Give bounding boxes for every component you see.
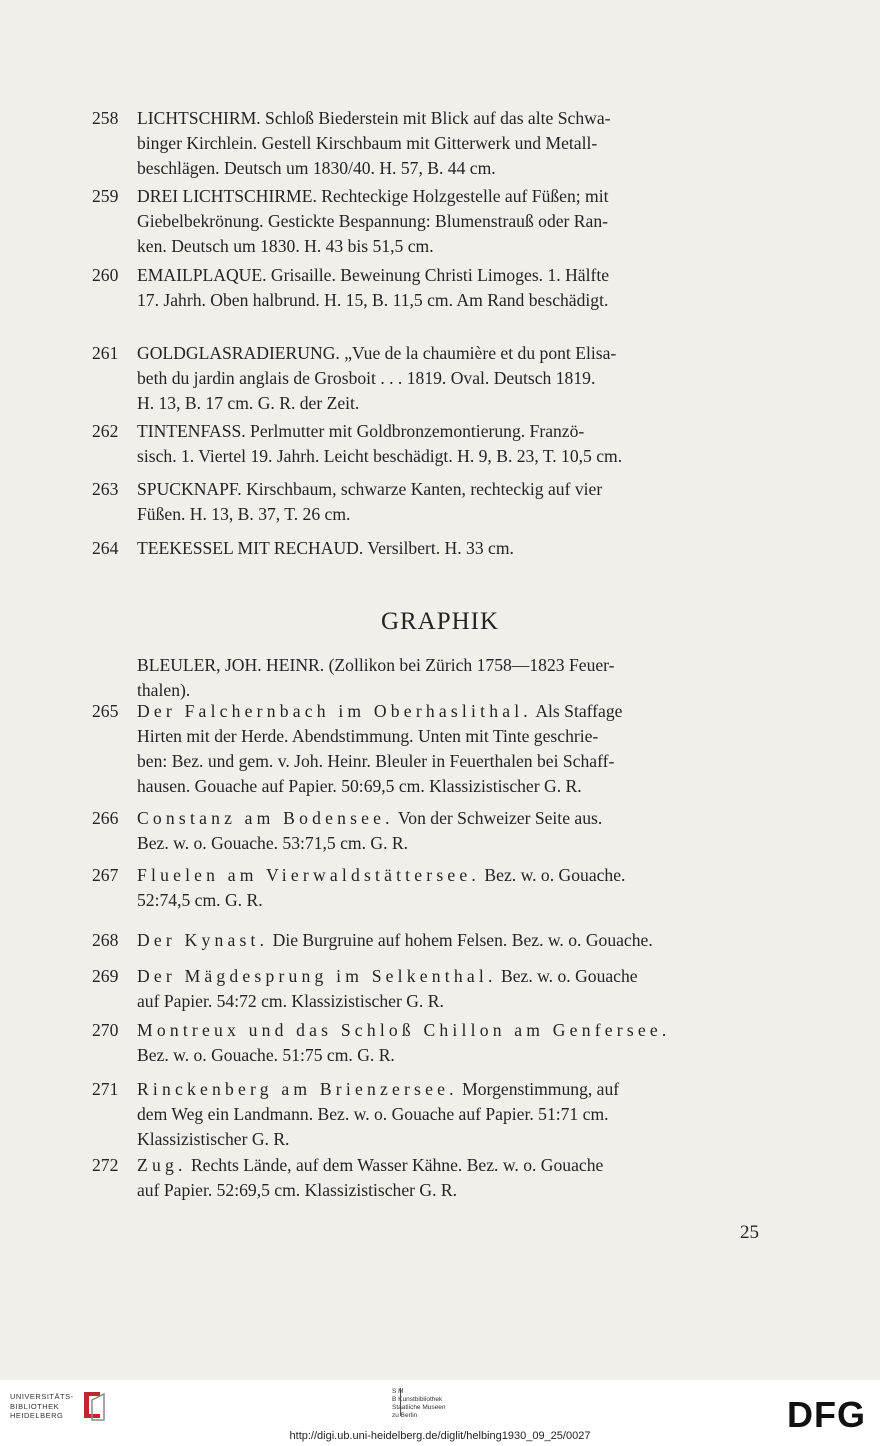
spaced-title: Der Kynast. [137,930,269,950]
entry-text [137,106,767,181]
entry-line [137,1077,767,1102]
spaced-title: Der Mägdesprung im Selkenthal. [137,966,497,986]
dfg-logo: DFG [787,1394,866,1435]
catalog-entry [92,106,767,181]
entry-text [137,477,767,527]
entry-line: Hirten mit der Herde. Abendstimmung. Unten mit Tinte geschrie- [137,726,599,746]
entry-line: beth du jardin anglais de Grosboit . . . 1819. Oval. Deutsch 1819. [137,368,596,388]
kb-line: zu Berlin [392,1412,418,1419]
entry-text [137,1153,767,1203]
logo-line: UNIVERSITÄTS- [10,1392,74,1401]
entry-text [137,184,767,259]
entry-line [137,863,767,888]
entry-number: 258 [92,108,119,128]
catalog-entry [92,964,767,1014]
entry-line: 52:74,5 cm. G. R. [137,890,263,910]
entry-line: Bez. w. o. Gouache. 51:75 cm. G. R. [137,1045,395,1065]
library-mark-icon [80,1390,108,1422]
logo-line: BIBLIOTHEK [10,1401,60,1411]
entry-number: 264 [92,538,119,558]
entry-line [137,1018,767,1043]
entry-number: 260 [92,265,119,285]
logo-line: HEIDELBERG [10,1411,64,1420]
entry-number: 270 [92,1020,119,1040]
entry-number: 268 [92,930,119,950]
artist-line: BLEULER, JOH. HEINR. (Zollikon bei Zürich 1758—1823 Feuer- [137,655,615,675]
entry-line [137,964,767,989]
entry-text [137,699,767,799]
kb-line: Staatliche Museen [392,1404,446,1411]
entry-line: TEEKESSEL MIT RECHAUD. Versilbert. H. 33 cm. [137,538,514,558]
entry-rest: Die Burgruine auf hohem Felsen. Bez. w. o. Gouache. [268,930,653,950]
entry-line: GOLDGLASRADIERUNG. „Vue de la chaumière et du pont Elisa- [137,343,617,363]
entry-rest: Morgenstimmung, auf [457,1079,620,1099]
entry-number: 269 [92,966,119,986]
catalog-entry [92,699,767,799]
artist-text [137,653,767,703]
entry-rest: Bez. w. o. Gouache [496,966,638,986]
source-url[interactable]: http://digi.ub.uni-heidelberg.de/diglit/helbing1930_09_25/0027 [289,1430,591,1442]
entry-text [137,863,767,913]
spaced-title: Rinckenberg am Brienzersee. [137,1079,458,1099]
kb-line: S M [392,1388,404,1395]
entry-line: hausen. Gouache auf Papier. 50:69,5 cm. Klassizistischer G. R. [137,776,582,796]
entry-line: EMAILPLAQUE. Grisaille. Beweinung Christi Limoges. 1. Hälfte [137,265,610,285]
spaced-title: Constanz am Bodensee. [137,808,394,828]
entry-line: sisch. 1. Viertel 19. Jahrh. Leicht beschädigt. H. 9, B. 23, T. 10,5 cm. [137,446,623,466]
catalog-entry [92,1018,767,1068]
spaced-title: Montreux und das Schloß Chillon am Genfersee. [137,1020,671,1040]
footer-bar [0,1380,880,1446]
entry-line: beschlägen. Deutsch um 1830/40. H. 57, B. 44 cm. [137,158,496,178]
catalog-entry [92,184,767,259]
entry-line: Füßen. H. 13, B. 37, T. 26 cm. [137,504,351,524]
entry-rest: Als Staffage [531,701,623,721]
catalog-entry [92,477,767,527]
entry-text [137,419,767,469]
entry-number: 262 [92,421,119,441]
entry-text [137,263,767,313]
entry-line: Klassizistischer G. R. [137,1129,290,1149]
entry-line: auf Papier. 52:69,5 cm. Klassizistischer G. R. [137,1180,458,1200]
entry-number: 265 [92,701,119,721]
entry-line: Bez. w. o. Gouache. 53:71,5 cm. G. R. [137,833,409,853]
catalog-entry [92,1153,767,1203]
catalog-entry [92,419,767,469]
catalog-entry [92,806,767,856]
page-number: 25 [740,1222,759,1243]
kunstbibliothek-logo [392,1388,445,1420]
entry-rest: Rechts Lände, auf dem Wasser Kähne. Bez. w. o. Gouache [186,1155,604,1175]
entry-line: 17. Jahrh. Oben halbrund. H. 15, B. 11,5 cm. Am Rand beschädigt. [137,290,609,310]
entry-number: 263 [92,479,119,499]
entry-line: ken. Deutsch um 1830. H. 43 bis 51,5 cm. [137,236,434,256]
entry-text [137,964,767,1014]
entry-text [137,806,767,856]
artist-line: thalen). [137,680,191,700]
entry-line: binger Kirchlein. Gestell Kirschbaum mit Gitterwerk und Metall- [137,133,598,153]
entry-line: auf Papier. 54:72 cm. Klassizistischer G. R. [137,991,444,1011]
entry-rest: Bez. w. o. Gouache. [480,865,626,885]
catalog-entry [92,928,767,953]
entry-line: DREI LICHTSCHIRME. Rechteckige Holzgestelle auf Füßen; mit [137,186,609,206]
entry-line: Giebelbekrönung. Gestickte Bespannung: Blumenstrauß oder Ran- [137,211,609,231]
entry-text [137,1077,767,1152]
spaced-title: Zug. [137,1155,187,1175]
artist-header [92,653,767,703]
entry-text [137,1018,767,1068]
catalog-entry [92,341,767,416]
entry-line: LICHTSCHIRM. Schloß Biederstein mit Blick auf das alte Schwa- [137,108,611,128]
entry-line: SPUCKNAPF. Kirschbaum, schwarze Kanten, rechteckig auf vier [137,479,603,499]
heidelberg-library-logo [10,1392,74,1421]
entry-line: ben: Bez. und gem. v. Joh. Heinr. Bleuler in Feuerthalen bei Schaff- [137,751,615,771]
spaced-title: Fluelen am Vierwaldstättersee. [137,865,481,885]
entry-line: dem Weg ein Landmann. Bez. w. o. Gouache auf Papier. 51:71 cm. [137,1104,609,1124]
entry-line: TINTENFASS. Perlmutter mit Goldbronzemontierung. Franzö- [137,421,585,441]
spaced-title: Der Falchernbach im Oberhaslithal. [137,701,532,721]
entry-line [137,806,767,831]
catalog-entry [92,263,767,313]
entry-text [137,341,767,416]
entry-rest: Von der Schweizer Seite aus. [393,808,603,828]
entry-number: 272 [92,1155,119,1175]
catalog-entry [92,863,767,913]
entry-line: H. 13, B. 17 cm. G. R. der Zeit. [137,393,360,413]
entry-number: 261 [92,343,119,363]
entry-text [137,928,767,953]
entry-line [137,1153,767,1178]
catalog-entry [92,1077,767,1152]
entry-line [137,699,767,724]
entry-number: 259 [92,186,119,206]
entry-number: 266 [92,808,119,828]
section-heading: GRAPHIK [380,608,500,635]
entry-line [137,928,767,953]
catalog-entry [92,536,767,561]
kb-line: B Kunstbibliothek [392,1396,443,1403]
entry-number: 267 [92,865,119,885]
entry-number: 271 [92,1079,119,1099]
entry-text [137,536,767,561]
